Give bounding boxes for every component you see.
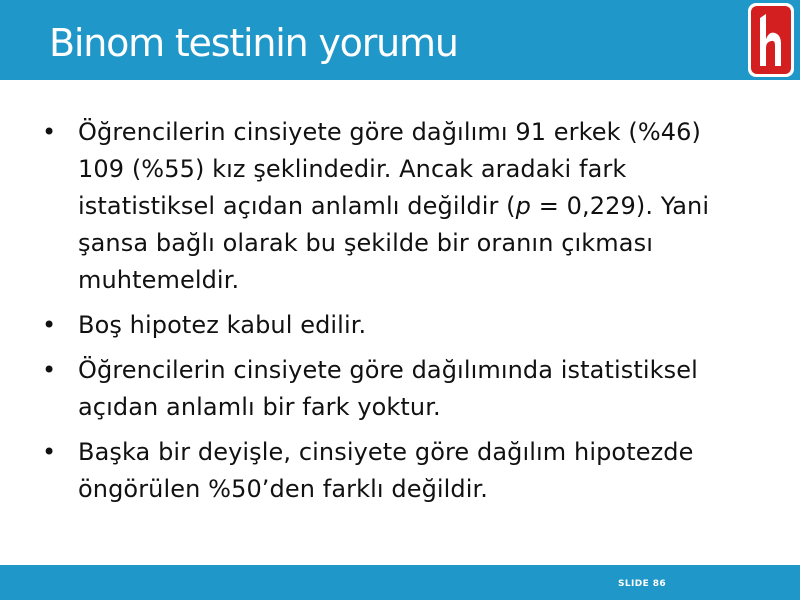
bullet-marker: •	[42, 356, 57, 384]
bullet-item	[42, 307, 742, 344]
bullet-item	[42, 352, 742, 426]
bullet-item	[42, 114, 742, 299]
university-h-logo-icon	[747, 2, 795, 78]
slide-number: SLIDE 86	[618, 579, 667, 589]
footer-bar	[0, 565, 800, 600]
bullet-marker: •	[42, 438, 57, 466]
bullet-text: Boş hipotez kabul edilir.	[78, 311, 367, 339]
bullet-item	[42, 434, 742, 508]
bullet-list	[42, 114, 742, 516]
bullet-text: Öğrencilerin cinsiyete göre dağılımı 91 erkek (%46) 109 (%55) kız şeklindedir. Ancak aradaki fark istatistiksel açıdan anlamlı değildir (p = 0,229). Yani şansa bağlı olarak bu şekilde bir oranın çıkması muhtemeldir.	[78, 118, 710, 294]
slide-title: Binom testinin yorumu	[49, 21, 458, 65]
p-value-symbol: p	[515, 192, 531, 220]
bullet-text: Öğrencilerin cinsiyete göre dağılımında istatistiksel açıdan anlamlı bir fark yoktur.	[78, 356, 698, 421]
bullet-marker: •	[42, 311, 57, 339]
bullet-text: Başka bir deyişle, cinsiyete göre dağılım hipotezde öngörülen %50’den farklı değildir.	[78, 438, 694, 503]
bullet-marker: •	[42, 118, 57, 146]
